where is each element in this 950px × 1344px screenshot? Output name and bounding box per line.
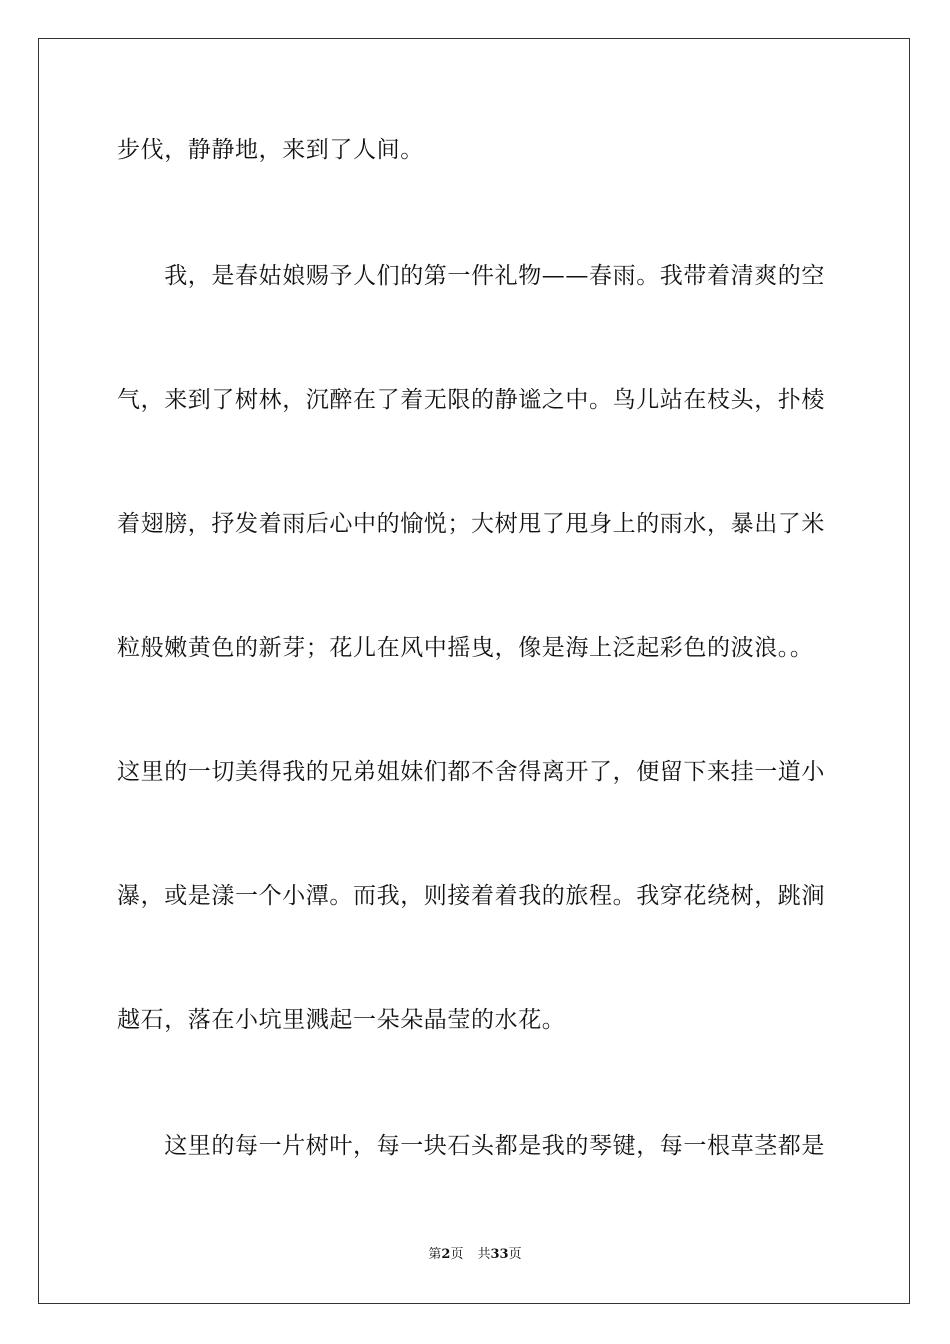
text-line: 着翅膀，抒发着雨后心中的愉悦；大树甩了甩身上的雨水，暴出了米 xyxy=(117,511,825,537)
page-total: 33 xyxy=(490,1247,509,1262)
text-line: 步伐，静静地，来到了人间。 xyxy=(117,137,424,163)
text-line: 气，来到了树林，沉醉在了着无限的静谧之中。鸟儿站在枝头，扑棱 xyxy=(117,387,825,413)
text-line: 我，是春姑娘赐予人们的第一件礼物——春雨。我带着清爽的空 xyxy=(117,263,825,289)
total-suffix: 页 xyxy=(508,1247,522,1262)
text-line: 这里的每一片树叶，每一块石头都是我的琴键，每一根草茎都是 xyxy=(117,1133,825,1159)
text-line: 越石，落在小坑里溅起一朵朵晶莹的水花。 xyxy=(117,1007,566,1033)
page-current: 2 xyxy=(441,1247,451,1262)
page-suffix: 页 xyxy=(450,1247,464,1262)
page-footer xyxy=(0,1246,950,1264)
total-prefix: 共 xyxy=(477,1247,491,1262)
page-border xyxy=(38,38,910,1304)
text-line: 瀑，或是漾一个小潭。而我，则接着着我的旅程。我穿花绕树，跳涧 xyxy=(117,883,825,909)
text-line: 粒般嫩黄色的新芽；花儿在风中摇曳，像是海上泛起彩色的波浪。。 xyxy=(117,635,814,661)
page-prefix: 第 xyxy=(428,1247,442,1262)
text-line: 这里的一切美得我的兄弟姐妹们都不舍得离开了，便留下来挂一道小 xyxy=(117,759,825,785)
